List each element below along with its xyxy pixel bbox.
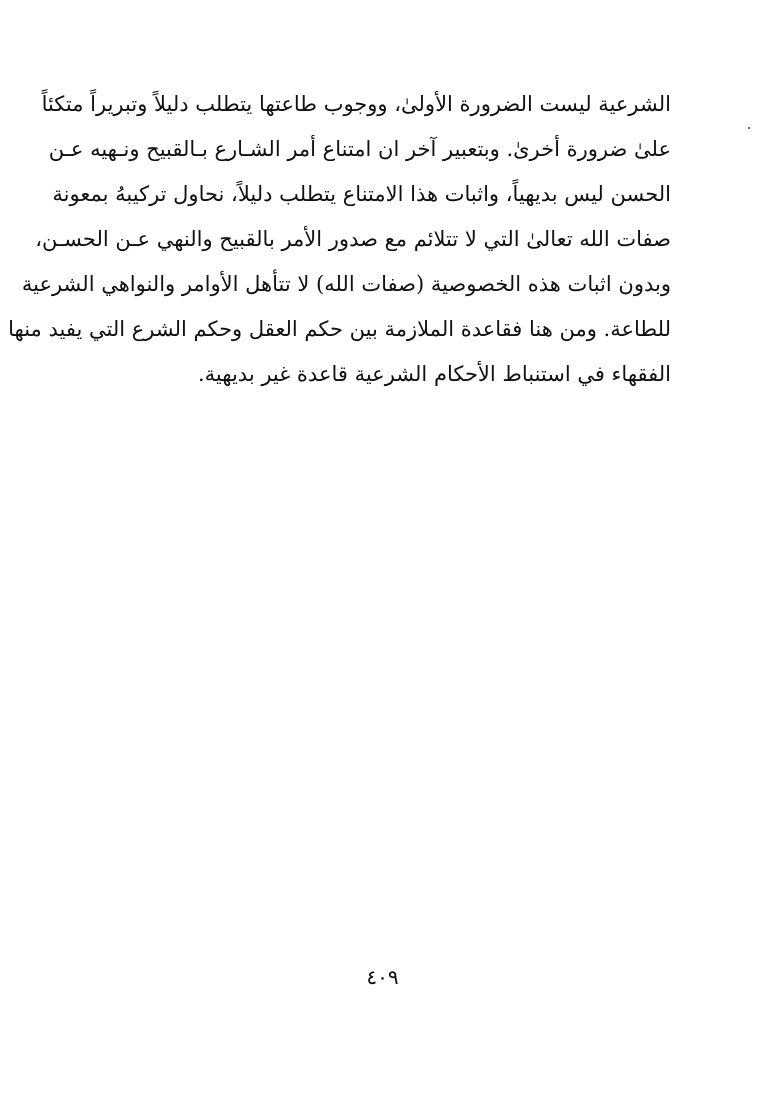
- text-line: الفقهاء في استنباط الأحكام الشرعية قاعدة غير بديهية.: [198, 362, 671, 386]
- text-line: صفات الله تعالىٰ التي لا تتلائم مع صدور الأمر بالقبيح والنهي عـن الحسـن،: [35, 227, 671, 251]
- body-text: [8, 82, 671, 397]
- margin-mark: [748, 127, 750, 129]
- text-line: وبدون اثبات هذه الخصوصية (صفات الله) لا تتأهل الأوامر والنواهي الشرعية: [21, 272, 671, 296]
- text-line: الشرعية ليست الضرورة الأولىٰ، ووجوب طاعتها يتطلب دليلاً وتبريراً متكئاً: [41, 92, 671, 116]
- text-line: الحسن ليس بديهياً، واثبات هذا الامتناع يتطلب دليلاً، نحاول تركيبهُ بمعونة: [52, 182, 671, 206]
- text-line: علىٰ ضرورة أخرىٰ. وبتعبير آخر ان امتناع أمر الشـارع بـالقبيح ونـهيه عـن: [48, 137, 671, 161]
- text-line: للطاعة. ومن هنا فقاعدة الملازمة بين حكم العقل وحكم الشرع التي يفيد منها: [8, 317, 671, 341]
- page-number: ٤٠٩: [366, 965, 399, 989]
